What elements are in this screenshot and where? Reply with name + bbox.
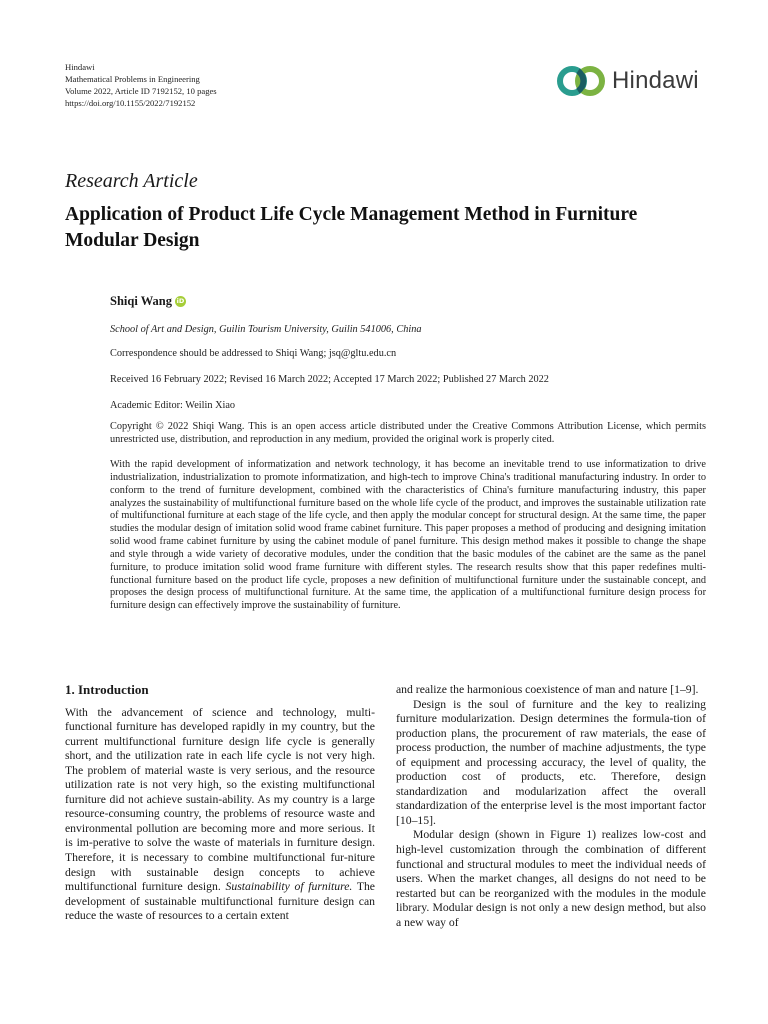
section-heading: 1. Introduction bbox=[65, 682, 149, 697]
paragraph: Modular design (shown in Figure 1) realizes low-cost and high-level customization through the combination of different functional and structural modules to meet the individual needs of users. When the market changes, all designs do not need to be restarted but can be reorganized with the modules in the module library. Modular design is not only a new design method, but also a new way of bbox=[396, 828, 706, 929]
abstract: With the rapid development of informatization and network technology, it has become an inevitable trend to use informatization to drive industrialization, industrialization to promote informatization, and high-tech to improve China's traditional manufacturing industry. In order to conform to the trend of furniture development, combined with the characteristics of China's furniture manufacturing industry, this paper analyzes the sustainability of multifunctional furniture based on the whole life cycle of the product, and improves the sustainable utilization rate of multifunctional furniture at each stage of the life cycle, and then apply the modular concept for structural design. At the same time, the paper studies the modular design of imitation solid wood frame cabinet furniture. This paper proposes a method of producing and designing imitation solid wood frame cabinet furniture by using the cabinet module of panel furniture. This design method makes it possible to change the shape and style through a wide variety of decorative modules, under the condition that the basic modules of the cabinet are the same as the panel furniture, to produce imitation solid wood frame furniture with different styles. The research results show that this paper redefines multi-functional furniture based on the product life cycle, proposes a new definition of multifunctional furniture under the sustainable concept, and proposes the design process of multifunctional furniture. At the same time, the application of a multifunctional furniture design process for furniture design can effectively improve the sustainability of furniture. bbox=[110, 459, 706, 612]
right-column bbox=[396, 683, 706, 930]
hindawi-rings-icon bbox=[556, 62, 608, 100]
paragraph-text: The development of sustainable multifunctional furniture design can reduce the waste of resources to a certain extent bbox=[65, 880, 375, 923]
journal-header bbox=[65, 61, 217, 109]
italic-phrase: Sustainability of furniture. bbox=[225, 880, 353, 894]
affiliation: School of Art and Design, Guilin Tourism University, Guilin 541006, China bbox=[110, 324, 422, 335]
orcid-icon[interactable]: iD bbox=[176, 297, 185, 305]
paragraph-text: With the advancement of science and technology, multi-functional furniture has developed rapidly in my country, but the current multifunctional furniture design life cycle is generally short, and the utilization rate in each life cycle is not very high. The problem of material waste is very serious, and the resource utilization rate is not very high, so the existing multifunctional furniture did not achieve sustain-ability. As my country is a large resource-consuming country, the problems of resource waste and environmental pollution are becoming more and more serious. It is im-perative to solve the waste of materials in furniture design. Therefore, it is necessary to combine multifunctional fur-niture design with sustainable design concepts to achieve multifunctional furniture design. bbox=[65, 705, 375, 894]
logo-wordmark: Hindawi bbox=[612, 67, 699, 94]
author-line bbox=[110, 294, 186, 309]
paragraph: Design is the soul of furniture and the key to realizing furniture modularization. Design determines the formula-tion of production plans, the procurement of raw materials, the ease of process production, the number of machine adjustments, the type of equipment and processing accuracy, the level of quality, the production cost of products, etc. Therefore, design standardization and modularization affect the overall standardization of the enterprise level is the most important factor [10–15]. bbox=[396, 697, 706, 827]
volume-line: Volume 2022, Article ID 7192152, 10 pages bbox=[65, 86, 217, 96]
hindawi-logo bbox=[556, 62, 699, 100]
publication-dates: Received 16 February 2022; Revised 16 March 2022; Accepted 17 March 2022; Published 27 March 2022 bbox=[110, 374, 549, 385]
article-title: Application of Product Life Cycle Management Method in Furniture Modular Design bbox=[65, 204, 638, 251]
journal-name: Mathematical Problems in Engineering bbox=[65, 74, 200, 84]
article-type: Research Article bbox=[65, 170, 198, 192]
paragraph: and realize the harmonious coexistence of man and nature [1–9]. bbox=[396, 683, 699, 696]
academic-editor: Academic Editor: Weilin Xiao bbox=[110, 400, 236, 411]
author-name: Shiqi Wang bbox=[110, 294, 172, 308]
license-statement: Copyright © 2022 Shiqi Wang. This is an open access article distributed under the Creative Commons Attribution License, which permits unrestricted use, distribution, and reproduction in any medium, provided the original work is properly cited. bbox=[110, 421, 706, 445]
publisher-name: Hindawi bbox=[65, 62, 95, 72]
correspondence: Correspondence should be addressed to Shiqi Wang; jsq@gltu.edu.cn bbox=[110, 348, 397, 359]
doi-link[interactable]: https://doi.org/10.1155/2022/7192152 bbox=[65, 98, 196, 108]
paragraph bbox=[65, 706, 375, 924]
left-column bbox=[65, 683, 375, 924]
